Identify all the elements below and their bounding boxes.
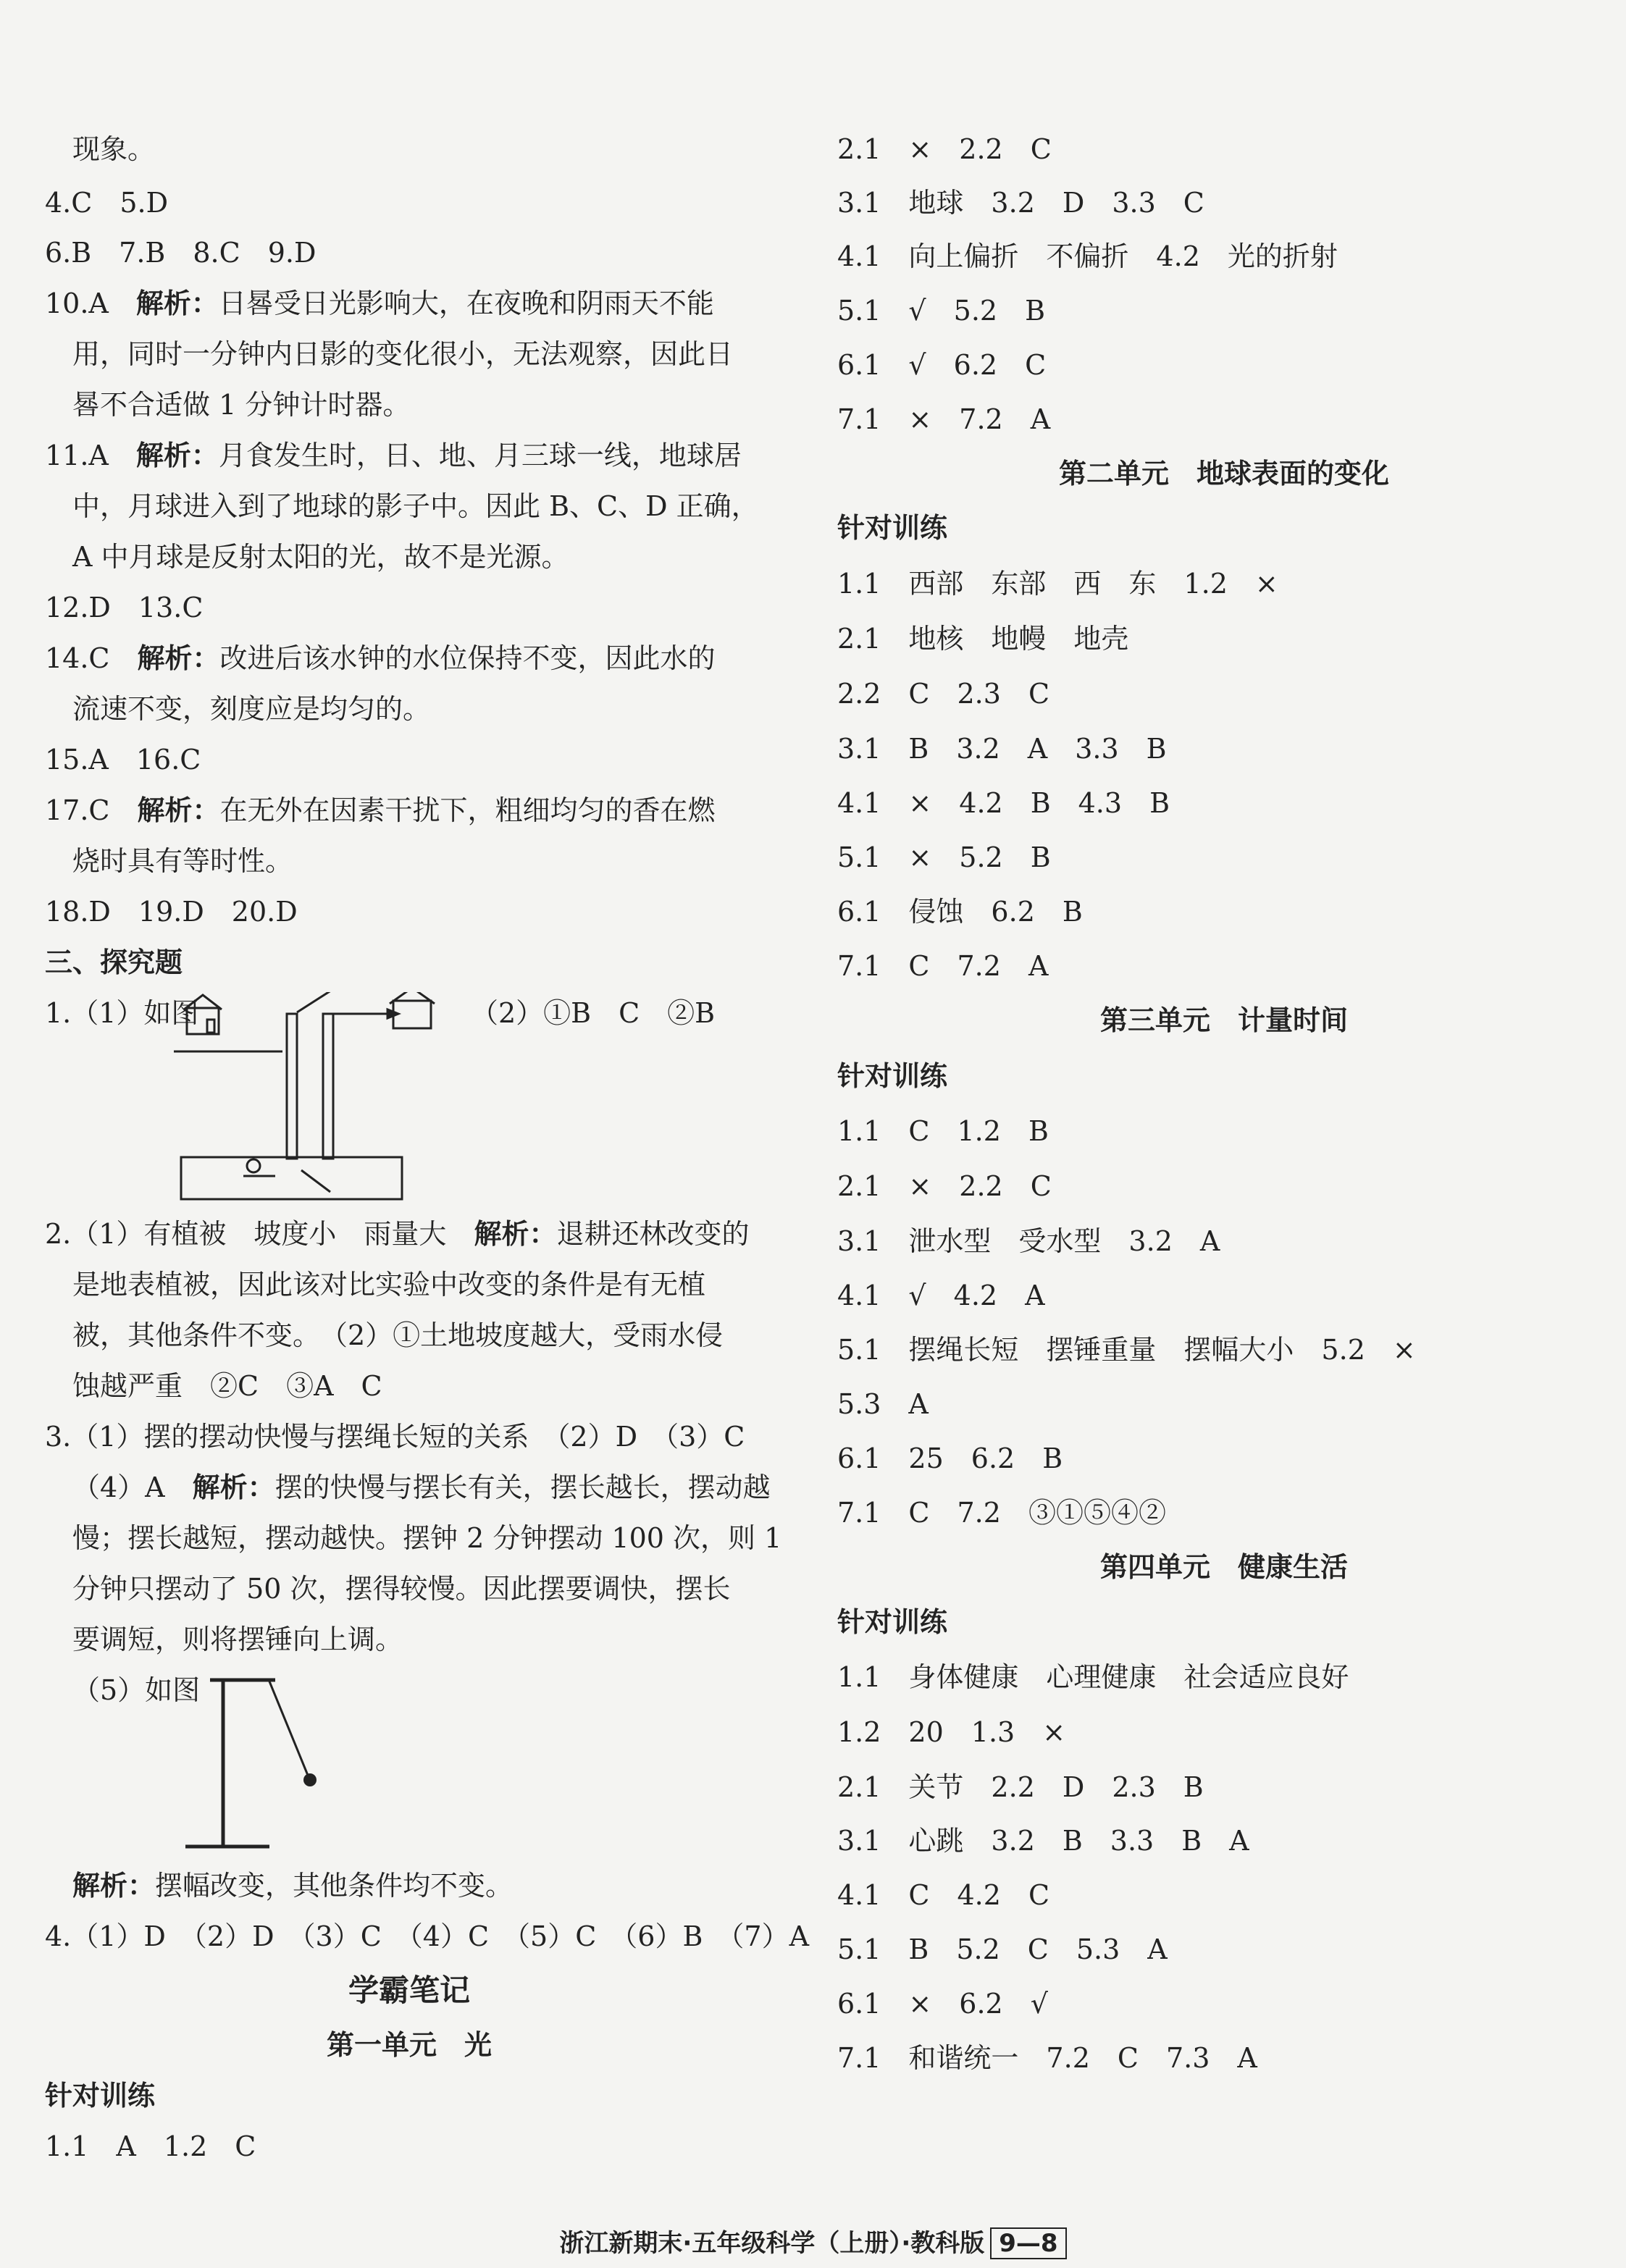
answer-line: 4.1 C 4.2 C — [837, 1879, 1050, 1911]
answer-line: 3.（1）摆的摆动快慢与摆绳长短的关系 （2）D （3）C — [45, 1421, 745, 1453]
answer-line: 6.1 × 6.2 √ — [837, 1988, 1048, 2020]
answer-line: 7.1 C 7.2 A — [837, 950, 1049, 982]
answer-line: 4.1 向上偏折 不偏折 4.2 光的折射 — [837, 240, 1338, 272]
answer-line: 5.1 √ 5.2 B — [837, 295, 1046, 327]
answer-line: 5.1 摆绳长短 摆锤重量 摆幅大小 5.2 × — [837, 1334, 1416, 1366]
answer-line: 2.2 C 2.3 C — [837, 678, 1050, 710]
answer-line: 6.1 √ 6.2 C — [837, 349, 1047, 381]
training-heading: 针对训练 — [45, 2080, 156, 2112]
answer-line: 1.1 A 1.2 C — [45, 2130, 256, 2162]
answer-line: 11.A 解析：月食发生时，日、地、月三球一线，地球居 — [45, 440, 742, 471]
answer-line: 1.1 西部 东部 西 东 1.2 × — [837, 568, 1278, 600]
answer-line: 晷不合适做 1 分钟计时器。 — [72, 389, 411, 421]
answer-line: 4.C 5.D — [45, 187, 169, 219]
page-footer — [0, 2223, 1626, 2259]
training-heading: 针对训练 — [837, 1606, 948, 1638]
answer-line: 2.1 × 2.2 C — [837, 133, 1052, 165]
answer-line: 慢；摆长越短，摆动越快。摆钟 2 分钟摆动 100 次，则 1 — [72, 1522, 782, 1554]
answer-line: 2.1 地核 地幔 地壳 — [837, 623, 1129, 655]
answer-line: 4.1 × 4.2 B 4.3 B — [837, 787, 1170, 819]
answer-line: 1.1 身体健康 心理健康 社会适应良好 — [837, 1661, 1349, 1693]
answer-line: 15.A 16.C — [45, 744, 201, 776]
answer-line: 6.1 25 6.2 B — [837, 1442, 1063, 1474]
unit-heading: 第三单元 计量时间 — [1099, 1004, 1348, 1036]
answer-line: 烧时具有等时性。 — [72, 845, 293, 877]
answer-line: 4.（1）D （2）D （3）C （4）C （5）C （6）B （7）A — [45, 1920, 810, 1952]
unit-heading: 第一单元 光 — [326, 2029, 492, 2061]
answer-line: 3.1 心跳 3.2 B 3.3 B A — [837, 1825, 1249, 1857]
answer-line: 17.C 解析：在无外在因素干扰下，粗细均匀的香在燃 — [45, 794, 716, 826]
training-heading: 针对训练 — [837, 512, 948, 544]
answer-line: 18.D 19.D 20.D — [45, 896, 298, 928]
answer-line: 4.1 √ 4.2 A — [837, 1280, 1045, 1311]
answer-line: 是地表植被，因此该对比实验中改变的条件是有无植 — [72, 1269, 706, 1301]
answer-line: 解析：摆幅改变，其他条件均不变。 — [72, 1870, 514, 1902]
pendulum-diagram — [181, 1673, 326, 1854]
answer-line: 5.1 × 5.2 B — [837, 841, 1051, 873]
answer-line: 3.1 泄水型 受水型 3.2 A — [837, 1225, 1220, 1257]
answer-line: 10.A 解析：日晷受日光影响大，在夜晚和阴雨天不能 — [45, 287, 714, 319]
answer-line: 2.（1）有植被 坡度小 雨量大 解析：退耕还林改变的 — [45, 1218, 750, 1250]
answer-line: 2.1 × 2.2 C — [837, 1170, 1052, 1202]
answer-line: （5）如图 — [72, 1674, 201, 1706]
answer-line: 流速不变，刻度应是均匀的。 — [72, 693, 431, 725]
answer-line: 7.1 C 7.2 ③①⑤④② — [837, 1497, 1166, 1529]
page-number: 9—8 — [990, 2227, 1066, 2259]
answer-line: 蚀越严重 ②C ③A C — [72, 1370, 382, 1402]
answer-line: 要调短，则将摆锤向上调。 — [72, 1624, 403, 1655]
footer-title: 浙江新期末·五年级科学（上册）·教科版 — [559, 2229, 985, 2258]
answer-line: 现象。 — [72, 133, 156, 165]
answer-line: （2）①B C ②B — [471, 997, 716, 1029]
section-title: 学霸笔记 — [348, 1973, 470, 2008]
answer-line: 5.1 B 5.2 C 5.3 A — [837, 1933, 1168, 1965]
periscope-diagram — [174, 992, 449, 1202]
answer-line: 6.1 侵蚀 6.2 B — [837, 896, 1083, 928]
unit-heading: 第二单元 地球表面的变化 — [1058, 458, 1389, 490]
training-heading: 针对训练 — [837, 1060, 948, 1092]
answer-line: 2.1 关节 2.2 D 2.3 B — [837, 1771, 1204, 1803]
answer-line: 被，其他条件不变。 （2）①土地坡度越大，受雨水侵 — [72, 1319, 724, 1351]
answer-line: 3.1 B 3.2 A 3.3 B — [837, 733, 1167, 765]
answer-line: 1.（1）如图 — [45, 997, 199, 1029]
answer-line: 14.C 解析：改进后该水钟的水位保持不变，因此水的 — [45, 642, 716, 674]
section-heading: 三、探究题 — [45, 946, 183, 978]
answer-line: 12.D 13.C — [45, 592, 204, 623]
answer-line: 中，月球进入到了地球的影子中。因此 B、C、D 正确， — [72, 490, 759, 522]
answer-line: 5.3 A — [837, 1388, 929, 1420]
unit-heading: 第四单元 健康生活 — [1099, 1551, 1348, 1583]
answer-line: 7.1 和谐统一 7.2 C 7.3 A — [837, 2042, 1257, 2074]
answer-line: 7.1 × 7.2 A — [837, 403, 1051, 435]
answer-line: 6.B 7.B 8.C 9.D — [45, 237, 317, 269]
answer-line: 用，同时一分钟内日影的变化很小，无法观察，因此日 — [72, 338, 734, 370]
answer-line: （4）A 解析：摆的快慢与摆长有关，摆长越长，摆动越 — [72, 1471, 771, 1503]
answer-line: 分钟只摆动了 50 次，摆得较慢。因此摆要调快，摆长 — [72, 1573, 731, 1605]
answer-line: 1.1 C 1.2 B — [837, 1115, 1049, 1147]
answer-line: 3.1 地球 3.2 D 3.3 C — [837, 187, 1204, 219]
answer-line: 1.2 20 1.3 × — [837, 1716, 1066, 1748]
answer-line: A 中月球是反射太阳的光，故不是光源。 — [72, 541, 569, 573]
